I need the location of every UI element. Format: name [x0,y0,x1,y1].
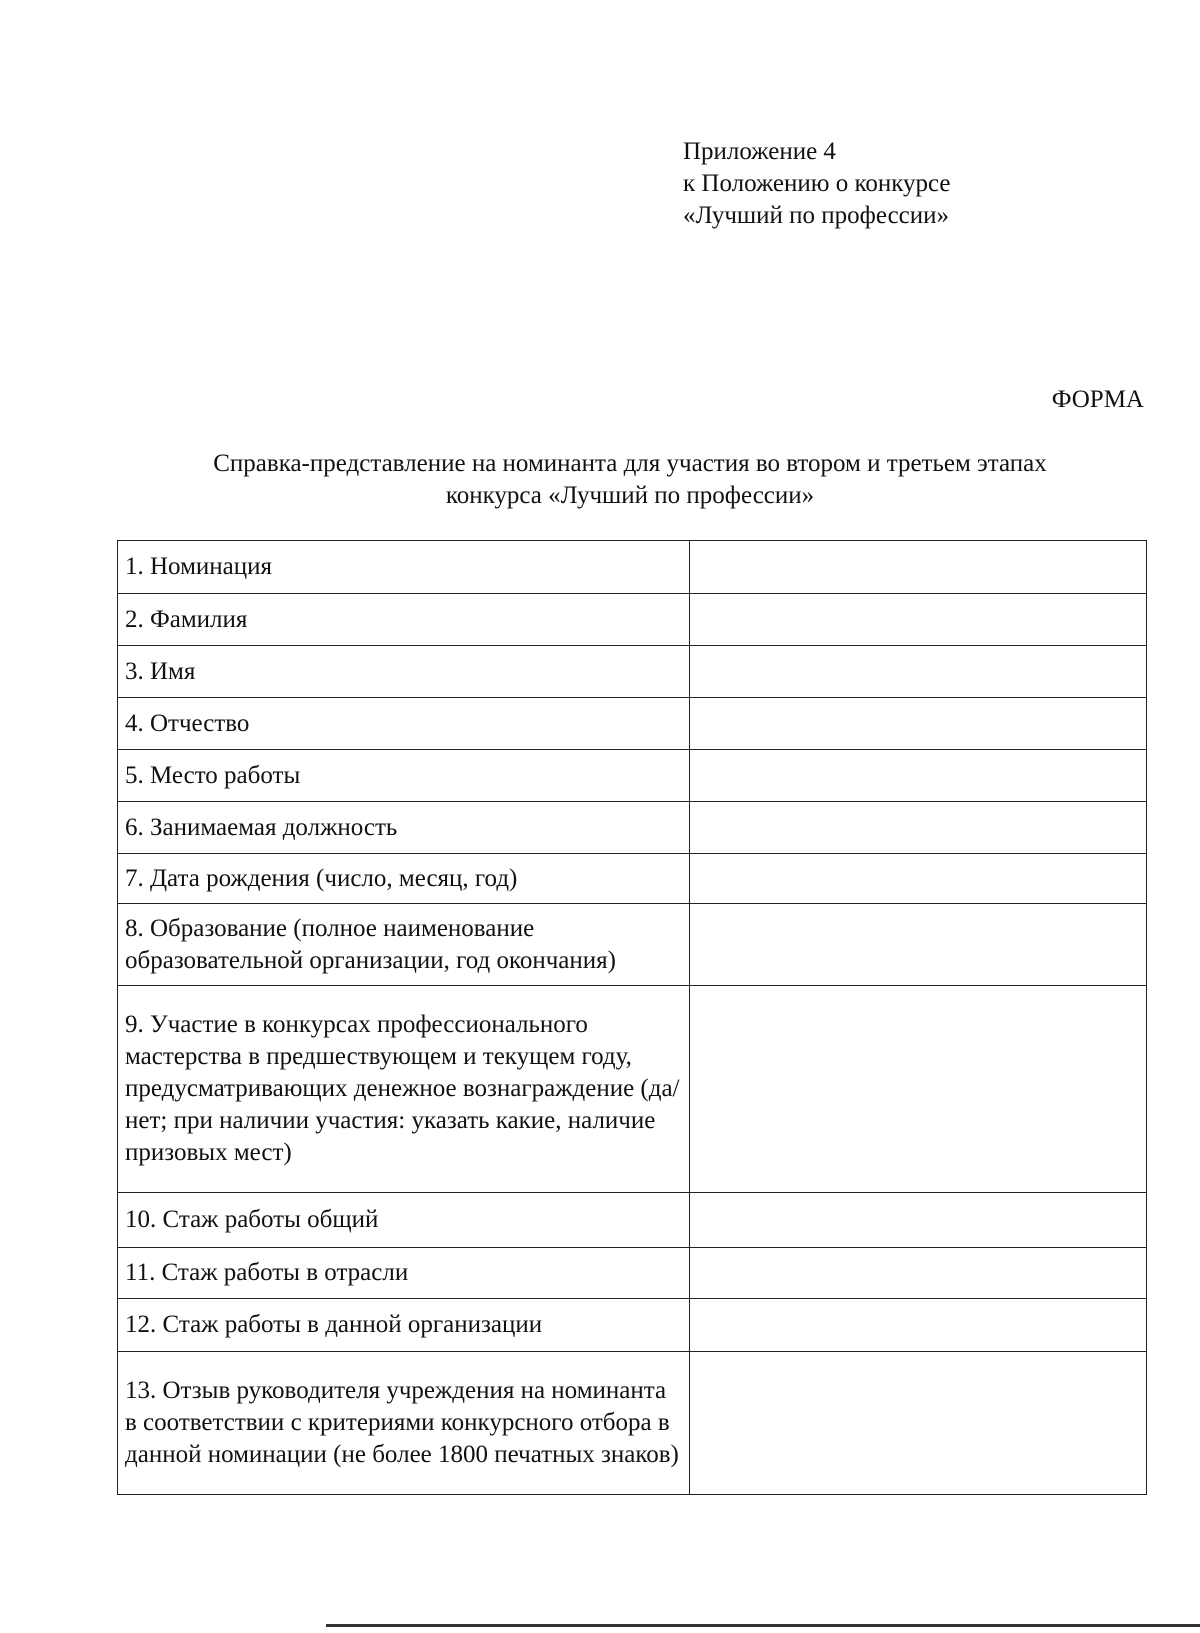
appendix-line-2: к Положению о конкурсе [683,170,951,197]
nominee-form-table [117,540,1147,1495]
row-value-organization-experience[interactable] [690,1299,1147,1352]
appendix-line-1: Приложение 4 [683,138,836,165]
row-label-competitions: 9. Участие в конкурсах профессионального мастерства в предшествующем и текущем году, предусматривающих денежное вознаграждение (да/нет; при наличии участия: указать какие, наличие призовых мест) [118,986,690,1193]
table-row [118,541,1147,594]
table-row [118,646,1147,698]
row-value-birth-date[interactable] [690,854,1147,904]
table-row [118,854,1147,904]
form-label: ФОРМА [1051,386,1144,413]
row-label-nomination: 1. Номинация [118,541,690,594]
table-row [118,1352,1147,1495]
row-label-patronymic: 4. Отчество [118,698,690,750]
row-value-nomination[interactable] [690,541,1147,594]
table-row [118,802,1147,854]
row-value-education[interactable] [690,904,1147,986]
document-title-line-2: конкурса «Лучший по профессии» [445,482,815,509]
table-row [118,750,1147,802]
row-label-organization-experience: 12. Стаж работы в данной организации [118,1299,690,1352]
appendix-line-3: «Лучший по профессии» [683,202,950,229]
row-label-workplace: 5. Место работы [118,750,690,802]
table-row [118,594,1147,646]
document-title [120,448,1140,512]
row-label-total-experience: 10. Стаж работы общий [118,1193,690,1248]
table-row [118,1193,1147,1248]
row-label-manager-review: 13. Отзыв руководителя учреждения на номинанта в соответствии с критериями конкурсного отбора в данной номинации (не более 1800 печатных знаков) [118,1352,690,1495]
row-value-name[interactable] [690,646,1147,698]
table-row [118,698,1147,750]
scan-edge-line [326,1624,1200,1627]
row-value-position[interactable] [690,802,1147,854]
row-label-name: 3. Имя [118,646,690,698]
row-label-surname: 2. Фамилия [118,594,690,646]
document-title-line-1: Справка-представление на номинанта для участия во втором и третьем этапах [213,450,1047,477]
table-row [118,1299,1147,1352]
row-value-manager-review[interactable] [690,1352,1147,1495]
table-row [118,904,1147,986]
row-label-birth-date: 7. Дата рождения (число, месяц, год) [118,854,690,904]
row-value-workplace[interactable] [690,750,1147,802]
row-label-position: 6. Занимаемая должность [118,802,690,854]
table-row [118,1248,1147,1299]
row-label-industry-experience: 11. Стаж работы в отрасли [118,1248,690,1299]
row-value-competitions[interactable] [690,986,1147,1193]
row-value-total-experience[interactable] [690,1193,1147,1248]
row-value-industry-experience[interactable] [690,1248,1147,1299]
row-label-education: 8. Образование (полное наименование образовательной организации, год окончания) [118,904,690,986]
table-row [118,986,1147,1193]
row-value-surname[interactable] [690,594,1147,646]
appendix-header [683,136,951,232]
row-value-patronymic[interactable] [690,698,1147,750]
